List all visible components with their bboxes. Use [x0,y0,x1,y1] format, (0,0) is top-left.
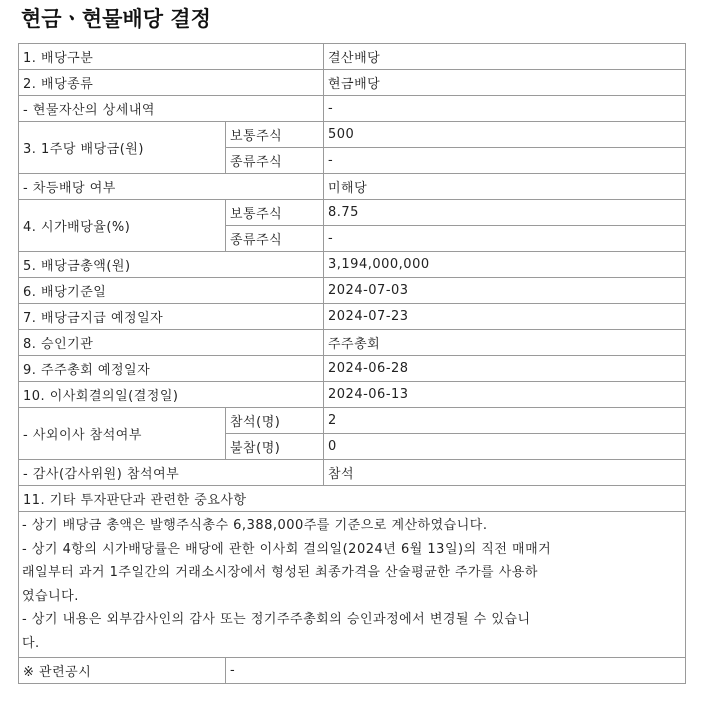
related-disclosure-value: - [226,658,686,684]
row-value: 8.75 [324,200,686,226]
row-value: 2024-06-28 [324,356,686,382]
row-label: 6. 배당기준일 [19,278,324,304]
note-line: 다. [22,635,40,651]
note-line: - 상기 배당금 총액은 발행주식총수 6,388,000주를 기준으로 계산하였습니다. [22,518,488,533]
row-value: 500 [324,122,686,148]
row-label: 5. 배당금총액(원) [19,252,324,278]
related-disclosure-label: ※ 관련공시 [19,658,226,684]
table-row [19,658,686,684]
row-sublabel: 종류주식 [226,148,324,174]
table-row [19,96,686,122]
row-label: - 차등배당 여부 [19,174,324,200]
row-sublabel: 보통주식 [226,122,324,148]
notes-cell [19,512,686,658]
row-label: 11. 기타 투자판단과 관련한 중요사항 [19,486,686,512]
table-row [19,460,686,486]
table-row [19,44,686,70]
row-value: 0 [324,434,686,460]
row-label: - 사외이사 참석여부 [19,408,226,460]
table-row [19,174,686,200]
row-value: 결산배당 [324,44,686,70]
row-label: 4. 시가배당율(%) [19,200,226,252]
row-label: - 감사(감사위원) 참석여부 [19,460,324,486]
row-sublabel: 보통주식 [226,200,324,226]
row-value: 3,194,000,000 [324,252,686,278]
table-row [19,70,686,96]
row-label: 2. 배당종류 [19,70,324,96]
dividend-table [18,43,686,684]
table-row [19,486,686,512]
note-line: - 상기 4항의 시가배당률은 배당에 관한 이사회 결의일(2024년 6월 13일)의 직전 매매거 [22,541,552,557]
row-sublabel: 불참(명) [226,434,324,460]
row-value: 2 [324,408,686,434]
row-value: 2024-06-13 [324,382,686,408]
note-line: 였습니다. [22,588,79,604]
row-label: 7. 배당금지급 예정일자 [19,304,324,330]
row-value: - [324,226,686,252]
page-title: 현금ㆍ현물배당 결정 [21,7,211,31]
row-label: - 현물자산의 상세내역 [19,96,324,122]
table-row [19,382,686,408]
row-label: 1. 배당구분 [19,44,324,70]
table-row [19,408,686,434]
row-value: 현금배당 [324,70,686,96]
note-line: 래일부터 과거 1주일간의 거래소시장에서 형성된 최종가격을 산술평균한 주가를 사용하 [22,565,538,580]
note-line: - 상기 내용은 외부감사인의 감사 또는 정기주주총회의 승인과정에서 변경될 수 있습니 [22,612,531,627]
row-sublabel: 참석(명) [226,408,324,434]
table-row [19,356,686,382]
table-row [19,278,686,304]
row-sublabel: 종류주식 [226,226,324,252]
table-row [19,330,686,356]
row-label: 3. 1주당 배당금(원) [19,122,226,174]
table-row [19,304,686,330]
row-label: 8. 승인기관 [19,330,324,356]
row-value: 참석 [324,460,686,486]
table-row [19,122,686,148]
row-label: 10. 이사회결의일(결정일) [19,382,324,408]
row-value: 미해당 [324,174,686,200]
row-value: 2024-07-23 [324,304,686,330]
table-row [19,512,686,658]
table-row [19,200,686,226]
table-row [19,252,686,278]
row-value: 주주총회 [324,330,686,356]
row-value: 2024-07-03 [324,278,686,304]
row-value: - [324,96,686,122]
row-value: - [324,148,686,174]
row-label: 9. 주주총회 예정일자 [19,356,324,382]
